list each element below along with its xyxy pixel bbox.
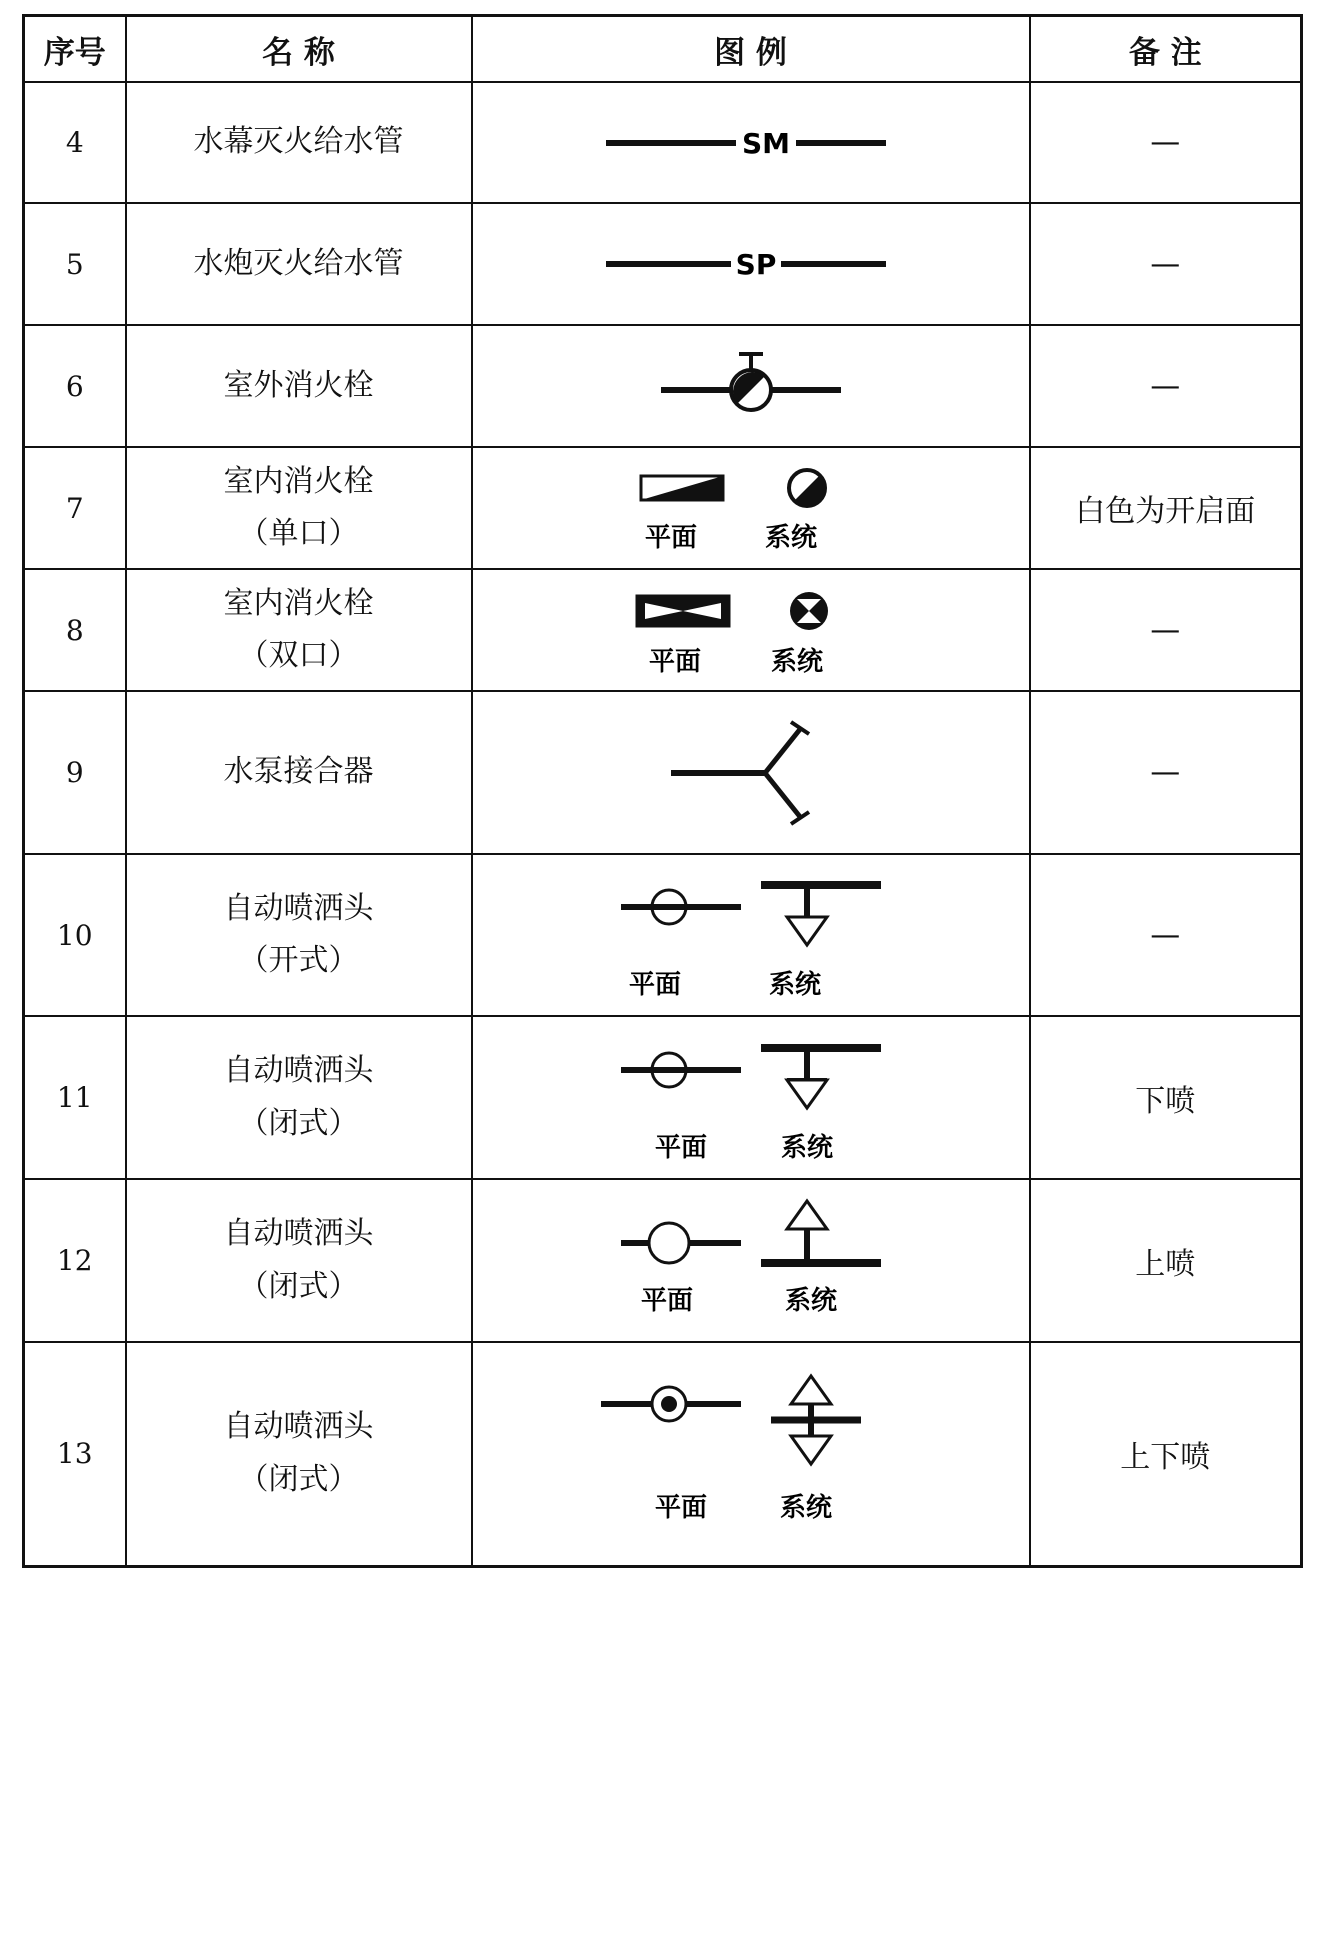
row-number: 12 <box>24 1179 126 1342</box>
row-note: 白色为开启面 <box>1030 447 1302 569</box>
row-note: — <box>1030 569 1302 691</box>
table-row <box>24 325 1302 447</box>
row-note: 上下喷 <box>1030 1342 1302 1566</box>
symbol-cell <box>472 569 1030 691</box>
water-cannon-pipe-symbol <box>586 244 916 284</box>
row-note: — <box>1030 854 1302 1016</box>
symbol-cell <box>472 1342 1030 1566</box>
name-line2: （闭式） <box>238 1105 359 1141</box>
indoor-hydrant-double-icon <box>621 580 881 680</box>
row-number: 8 <box>24 569 126 691</box>
sprinkler-open-icon <box>591 865 911 1005</box>
name-line1: 自动喷洒头 <box>223 1216 374 1251</box>
name-line1: 水炮灭火给水管 <box>193 245 404 281</box>
row-name <box>126 203 472 325</box>
table-row <box>24 569 1302 691</box>
row-name <box>126 82 472 203</box>
header-note: 备 注 <box>1030 16 1302 83</box>
symbol-cell <box>472 1016 1030 1179</box>
name-line2: （开式） <box>238 943 359 978</box>
symbol-text: SP <box>735 248 776 281</box>
system-label: 系统 <box>768 970 821 1000</box>
table-row <box>24 1016 1302 1179</box>
system-label: 系统 <box>784 1285 837 1316</box>
symbol-cell <box>472 691 1030 854</box>
plan-label: 平面 <box>648 647 701 677</box>
row-number: 9 <box>24 691 126 854</box>
pump-connector-icon <box>661 718 841 828</box>
table-row <box>24 1179 1302 1342</box>
outdoor-hydrant-icon <box>641 346 861 426</box>
symbol-cell <box>472 854 1030 1016</box>
sprinkler-closed-up-icon <box>591 1191 911 1331</box>
sprinkler-closed-up-down-icon <box>591 1364 911 1544</box>
symbol-cell <box>472 1179 1030 1342</box>
name-line2: （闭式） <box>238 1268 359 1304</box>
table-row <box>24 203 1302 325</box>
row-number: 7 <box>24 447 126 569</box>
row-name <box>126 1342 472 1566</box>
row-number: 6 <box>24 325 126 447</box>
row-note: — <box>1030 325 1302 447</box>
name-line2: （闭式） <box>238 1461 359 1497</box>
row-name <box>126 854 472 1016</box>
plan-label: 平面 <box>628 970 681 1000</box>
row-name <box>126 1179 472 1342</box>
row-name <box>126 1016 472 1179</box>
row-number: 11 <box>24 1016 126 1179</box>
name-line1: 水幕灭火给水管 <box>193 124 404 160</box>
plan-label: 平面 <box>644 523 697 553</box>
header-name: 名 称 <box>126 16 472 83</box>
row-name <box>126 691 472 854</box>
name-line1: 室外消火栓 <box>223 367 374 403</box>
header-symbol: 图 例 <box>472 16 1030 83</box>
row-name <box>126 447 472 569</box>
water-curtain-pipe-symbol <box>586 123 916 163</box>
row-note: — <box>1030 82 1302 203</box>
symbol-text: SM <box>741 126 790 160</box>
plan-label: 平面 <box>640 1285 693 1316</box>
row-name <box>126 569 472 691</box>
system-label: 系统 <box>770 647 823 677</box>
plan-label: 平面 <box>654 1492 707 1523</box>
row-note: 下喷 <box>1030 1016 1302 1179</box>
header-seq: 序号 <box>24 16 126 83</box>
symbol-cell <box>472 82 1030 203</box>
table-row <box>24 691 1302 854</box>
symbol-cell <box>472 203 1030 325</box>
plan-label: 平面 <box>654 1132 707 1163</box>
row-number: 4 <box>24 82 126 203</box>
table-row <box>24 447 1302 569</box>
row-name <box>126 325 472 447</box>
row-note: 上喷 <box>1030 1179 1302 1342</box>
table-row <box>24 854 1302 1016</box>
row-number: 5 <box>24 203 126 325</box>
name-line1: 自动喷洒头 <box>223 890 374 926</box>
name-line1: 自动喷洒头 <box>223 1409 374 1445</box>
system-label: 系统 <box>780 1132 833 1163</box>
header-row <box>24 16 1302 83</box>
row-number: 10 <box>24 854 126 1016</box>
indoor-hydrant-single-icon <box>621 458 881 558</box>
name-line1: 水泵接合器 <box>223 754 374 790</box>
table-row <box>24 1342 1302 1566</box>
symbol-cell <box>472 325 1030 447</box>
symbol-cell <box>472 447 1030 569</box>
name-line1: 自动喷洒头 <box>223 1053 374 1088</box>
system-label: 系统 <box>779 1492 832 1523</box>
name-line2: （单口） <box>238 516 359 551</box>
row-number: 13 <box>24 1342 126 1566</box>
name-line1: 室内消火栓 <box>223 585 374 621</box>
sprinkler-closed-down-icon <box>591 1028 911 1168</box>
name-line2: （双口） <box>238 638 359 673</box>
row-note: — <box>1030 203 1302 325</box>
name-line1: 室内消火栓 <box>223 463 374 499</box>
row-note: — <box>1030 691 1302 854</box>
system-label: 系统 <box>764 523 817 553</box>
legend-table <box>22 14 1303 1568</box>
table-row <box>24 82 1302 203</box>
